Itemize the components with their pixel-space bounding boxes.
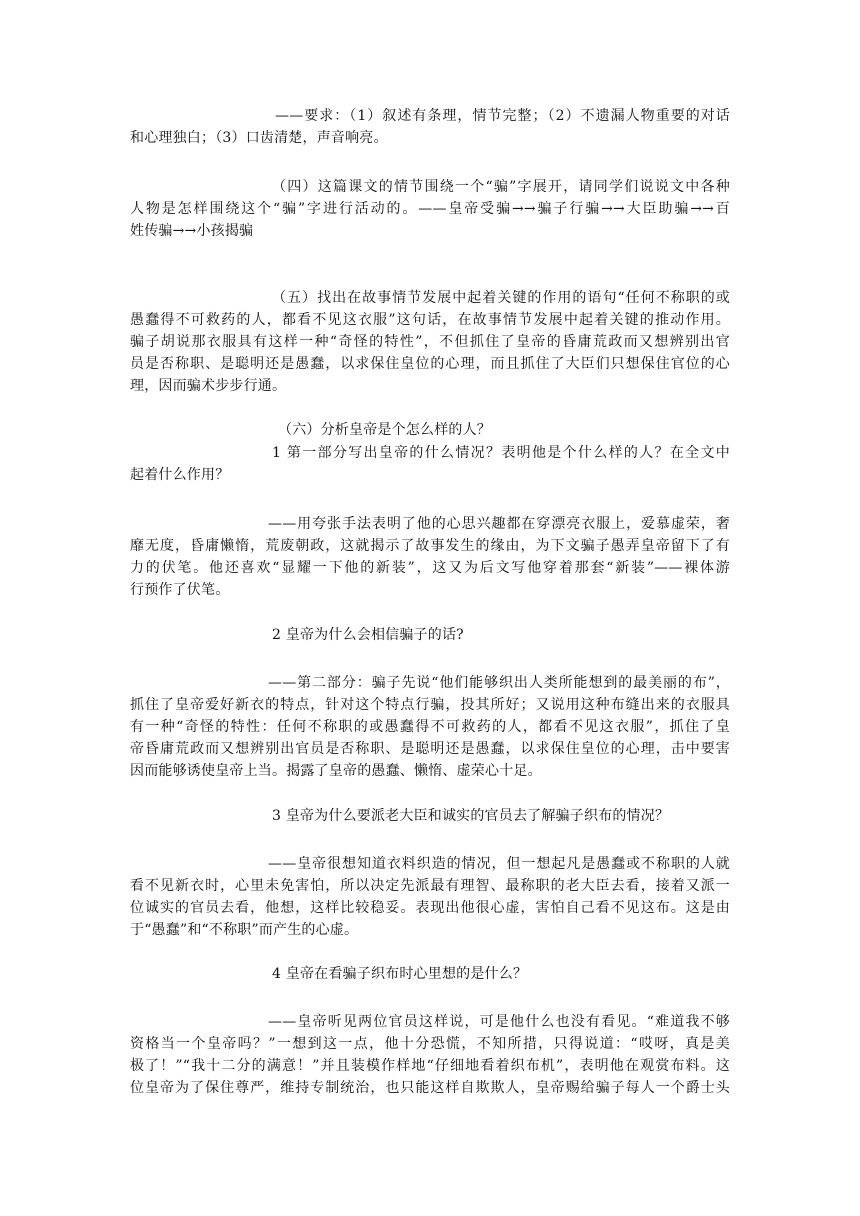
text-line: 力的伏笔。他还喜欢“显耀一下他的新装”，这又为后文写他穿着那套“新装”——裸体游 — [130, 560, 730, 576]
text-line: ——要求：（1）叙述有条理，情节完整；（2）不遗漏人物重要的对话 — [275, 108, 730, 124]
text-line: 1 第一部分写出皇帝的什么情况？表明他是个什么样的人？在全文中 — [272, 445, 730, 461]
text-line: ——用夸张手法表明了他的心思兴趣都在穿漂亮衣服上，爱慕虚荣，奢 — [268, 516, 730, 532]
text-line: ——皇帝很想知道衣料织造的情况，但一想起凡是愚蠢或不称职的人就 — [268, 856, 730, 872]
text-line: 愚蠢得不可救药的人，都看不见这衣服”这句话，在故事情节发展中起着关键的推动作用。 — [130, 312, 730, 328]
text-line: 有一种“奇怪的特性：任何不称职的或愚蠢得不可救药的人，都看不见这衣服”，抓住了皇 — [130, 719, 730, 735]
text-line: 因而能够诱使皇帝上当。揭露了皇帝的愚蠢、懒惰、虚荣心十足。 — [130, 763, 542, 779]
question-heading: 4 皇帝在看骗子织布时心里想的是什么？ — [272, 966, 528, 982]
text-line: ——皇帝听见两位官员这样说，可是他什么也没有看见。“难道我不够 — [268, 1014, 730, 1030]
question-heading: 3 皇帝为什么要派老大臣和诚实的官员去了解骗子织布的情况？ — [272, 808, 670, 824]
text-line: 骗子胡说那衣服具有这样一种“奇怪的特性”，不但抓住了皇帝的昏庸荒政而又想辨别出官 — [130, 334, 730, 350]
text-line: 和心理独白；（3）口齿清楚，声音响亮。 — [130, 130, 388, 146]
text-line: 员是否称职、是聪明还是愚蠢，以求保住皇位的心理，而且抓住了大臣们只想保住官位的心 — [130, 356, 730, 372]
text-line: 姓传骗→→小孩揭骗 — [130, 223, 254, 239]
section-heading: （六）分析皇帝是个怎么样的人？ — [278, 422, 491, 438]
text-line: 理，因而骗术步步行通。 — [130, 378, 287, 394]
text-line: 极了！”“我十二分的满意！”并且装模作样地“仔细地看着织布机”，表明他在观赏布料。这 — [130, 1058, 730, 1074]
text-line: 帝昏庸荒政而又想辨别出官员是否称职、是聪明还是愚蠢，以求保住皇位的心理，击中要害 — [130, 741, 730, 757]
text-line: 抓住了皇帝爱好新衣的特点，针对这个特点行骗，投其所好；又说用这种布缝出来的衣服具 — [130, 697, 730, 713]
text-line: 于“愚蠢”和“不称职”而产生的心虚。 — [130, 922, 359, 938]
text-line: （四）这篇课文的情节围绕一个“骗”字展开，请同学们说说文中各种 — [272, 179, 730, 195]
text-line: 行预作了伏笔。 — [130, 582, 230, 598]
text-line: 位诚实的官员去看，他想，这样比较稳妥。表现出他很心虚，害怕自己看不见这布。这是由 — [130, 900, 730, 916]
text-line: 位皇帝为了保住尊严，维持专制统治，也只能这样自欺欺人，皇帝赐给骗子每人一个爵士头 — [130, 1080, 730, 1096]
question-heading: 2 皇帝为什么会相信骗子的话? — [272, 627, 464, 643]
text-line: ——第二部分：骗子先说“他们能够织出人类所能想到的最美丽的布”， — [268, 675, 730, 691]
text-line: （五）找出在故事情节发展中起着关键的作用的语句“任何不称职的或 — [272, 290, 730, 306]
text-line: 人物是怎样围绕这个“骗”字进行活动的。——皇帝受骗→→骗子行骗→→大臣助骗→→百 — [130, 201, 730, 217]
text-line: 看不见新衣时，心里未免害怕，所以决定先派最有理智、最称职的老大臣去看，接着又派一 — [130, 878, 730, 894]
text-line: 靡无度，昏庸懒惰，荒废朝政，这就揭示了故事发生的缘由，为下文骗子愚弄皇帝留下了有 — [130, 538, 730, 554]
text-line: 起着什么作用？ — [130, 467, 230, 483]
text-line: 资格当一个皇帝吗？”一想到这一点，他十分恐慌，不知所措，只得说道：“哎呀，真是美 — [130, 1036, 730, 1052]
